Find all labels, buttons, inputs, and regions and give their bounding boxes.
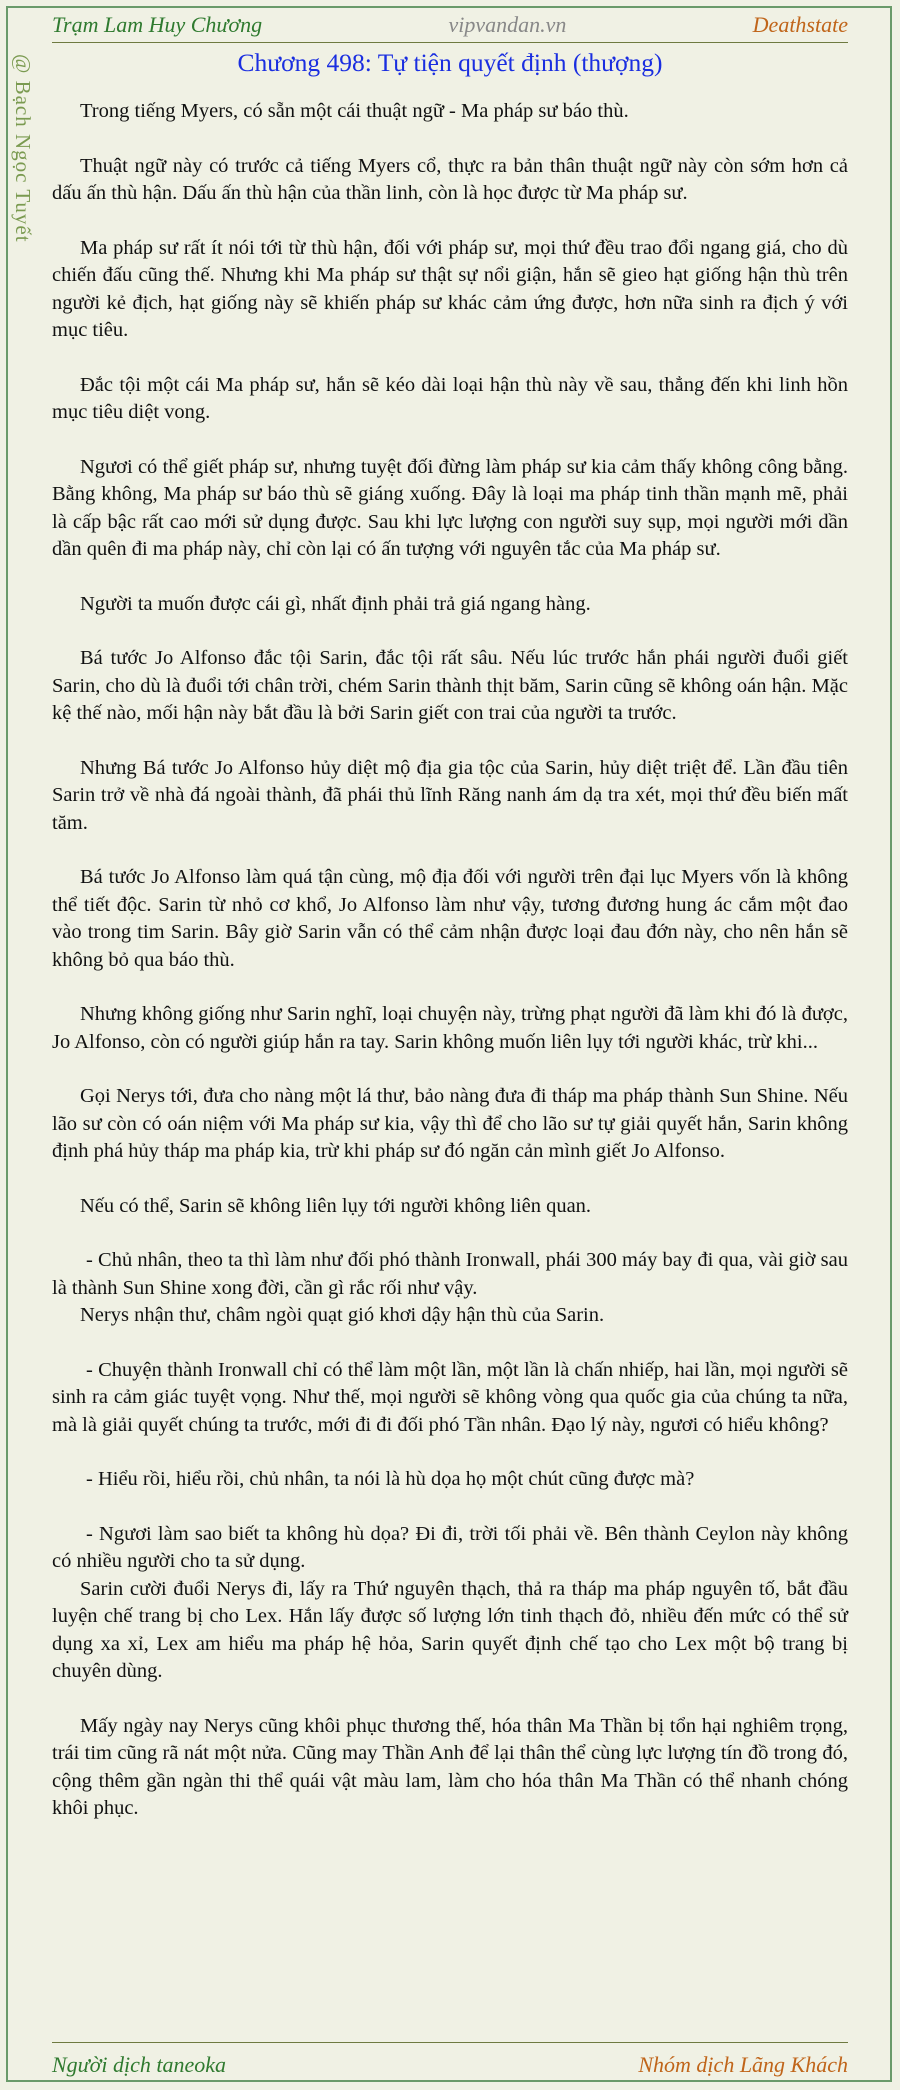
footer-translator: Người dịch taneoka: [52, 2052, 227, 2077]
paragraph: Nhưng Bá tước Jo Alfonso hủy diệt mộ địa gia tộc của Sarin, hủy diệt triệt để. Lần đầu tiên Sarin trở về nhà đá ngoài thành, đã phái thủ lĩnh Răng nanh ám dạ tra xét, mọi thứ đều biến mất tăm.: [52, 756, 848, 834]
paragraph: Ngươi có thể giết pháp sư, nhưng tuyệt đối đừng làm pháp sư kia cảm thấy không công bằng. Bằng không, Ma pháp sư báo thù sẽ giáng xuống. Đây là loại ma pháp tinh thần mạnh mẽ, phải là cấp bậc rất cao mới sử dụng được. Sau khi lực lượng con người suy sụp, mọi người mới dần dần quên đi ma pháp này, chỉ còn lại có ấn tượng với nguyên tắc của Ma pháp sư.: [52, 455, 848, 560]
dialogue-line: - Chủ nhân, theo ta thì làm như đối phó thành Ironwall, phái 300 máy bay đi qua, vài giờ sau là thành Sun Shine xong đời, cần gì rắc rối như vậy.: [52, 1249, 848, 1299]
paragraph: Thuật ngữ này có trước cả tiếng Myers cổ, thực ra bản thân thuật ngữ này còn sớm hơn cả dấu ấn thù hận. Dấu ấn thù hận của thần linh, còn là học được từ Ma pháp sư.: [52, 154, 848, 204]
side-watermark: @ Bạch Ngọc Tuyết: [11, 54, 35, 243]
paragraph: Gọi Nerys tới, đưa cho nàng một lá thư, bảo nàng đưa đi tháp ma pháp thành Sun Shine. Nếu lão sư còn có oán niệm với Ma pháp sư kia, vậy thì để cho lão sư tự giải quyết hắn, Sarin không định phá hủy tháp ma pháp kia, trừ khi pháp sư đó ngăn cản mình giết Jo Alfonso.: [52, 1085, 848, 1162]
footer-group: Nhóm dịch Lãng Khách: [638, 2052, 848, 2077]
paragraph: Nhưng không giống như Sarin nghĩ, loại chuyện này, trừng phạt người đã làm khi đó là được, Jo Alfonso, còn có người giúp hắn ra tay. Sarin không muốn liên lụy tới người khác, trừ khi...: [52, 1003, 848, 1053]
paragraph: Nerys nhận thư, châm ngòi quạt gió khơi dậy hận thù của Sarin.: [80, 1304, 605, 1326]
footer-divider: [52, 2042, 848, 2043]
header-book-title: Deathstate: [752, 12, 848, 37]
page-footer: [52, 2048, 848, 2082]
paragraph: Sarin cười đuổi Nerys đi, lấy ra Thứ nguyên thạch, thả ra tháp ma pháp nguyên tố, bắt đầu luyện chế trang bị cho Lex. Hắn lấy được số lượng lớn tinh thạch đỏ, nhiều đến mức có thể sử dụng xa xỉ, Lex am hiểu ma pháp hệ hỏa, Sarin quyết định chế tạo cho Lex một bộ trang bị chuyên dùng.: [52, 1577, 848, 1682]
paragraph: Bá tước Jo Alfonso làm quá tận cùng, mộ địa đối với người trên đại lục Myers vốn là không thể tiết độc. Sarin từ nhỏ cơ khổ, Jo Alfonso làm như vậy, tương đương hung ác cắm một đao vào trong tim Sarin. Bây giờ Sarin vẫn có thể cảm nhận được loại đau đớn này, cho nên hắn sẽ không bỏ qua báo thù.: [52, 866, 848, 971]
paragraph: Trong tiếng Myers, có sẵn một cái thuật ngữ - Ma pháp sư báo thù.: [80, 100, 629, 122]
chapter-title: Chương 498: Tự tiện quyết định (thượng): [237, 48, 663, 77]
header-url: vipvandan.vn: [448, 12, 567, 37]
header-site-name: Trạm Lam Huy Chương: [52, 12, 263, 37]
paragraph: Bá tước Jo Alfonso đắc tội Sarin, đắc tội rất sâu. Nếu lúc trước hắn phái người đuổi giết Sarin, cho dù là đuổi tới chân trời, chém Sarin thành thịt băm, Sarin cũng sẽ không oán hận. Mặc kệ thế nào, mối hận này bắt đầu là bởi Sarin giết con trai của người ta trước.: [52, 647, 848, 724]
paragraph: Nếu có thể, Sarin sẽ không liên lụy tới người không liên quan.: [80, 1194, 592, 1217]
dialogue-line: - Hiểu rồi, hiểu rồi, chủ nhân, ta nói là hù dọa họ một chút cũng được mà?: [86, 1468, 695, 1490]
header-divider: [52, 42, 848, 43]
dialogue-line: - Ngươi làm sao biết ta không hù dọa? Đi đi, trời tối phải về. Bên thành Ceylon này không có nhiều người cho ta sử dụng.: [52, 1522, 848, 1572]
paragraph: Mấy ngày nay Nerys cũng khôi phục thương thế, hóa thân Ma Thần bị tổn hại nghiêm trọng, trái tim cũng rã nát một nửa. Cũng may Thần Anh để lại thân thể cùng lực lượng tín đồ trong đó, cộng thêm gần ngàn thi thể quái vật màu lam, làm cho hóa thân Ma Thần có thể nhanh chóng khôi phục.: [52, 1714, 848, 1819]
page-header: [52, 8, 848, 42]
paragraph: Người ta muốn được cái gì, nhất định phải trả giá ngang hàng.: [80, 592, 591, 615]
paragraph: Ma pháp sư rất ít nói tới từ thù hận, đối với pháp sư, mọi thứ đều trao đổi ngang giá, cho dù chiến đấu cũng thế. Nhưng khi Ma pháp sư thật sự nổi giận, hắn sẽ gieo hạt giống hận thù trên người kẻ địch, hạt giống này sẽ khiến pháp sư khác cảm ứng được, hơn nữa sinh ra địch ý với mục tiêu.: [52, 236, 848, 341]
chapter-body: [52, 98, 848, 1850]
paragraph: Đắc tội một cái Ma pháp sư, hắn sẽ kéo dài loại hận thù này về sau, thẳng đến khi linh hồn mục tiêu diệt vong.: [52, 373, 848, 423]
dialogue-line: - Chuyện thành Ironwall chỉ có thể làm một lần, một lần là chấn nhiếp, hai lần, mọi người sẽ sinh ra cảm giác tuyệt vọng. Như thế, mọi người sẽ không vòng qua quốc gia của chúng ta nữa, mà là giải quyết chúng ta trước, mới đi đi đối phó Tần nhân. Đạo lý này, ngươi có hiểu không?: [52, 1358, 848, 1436]
